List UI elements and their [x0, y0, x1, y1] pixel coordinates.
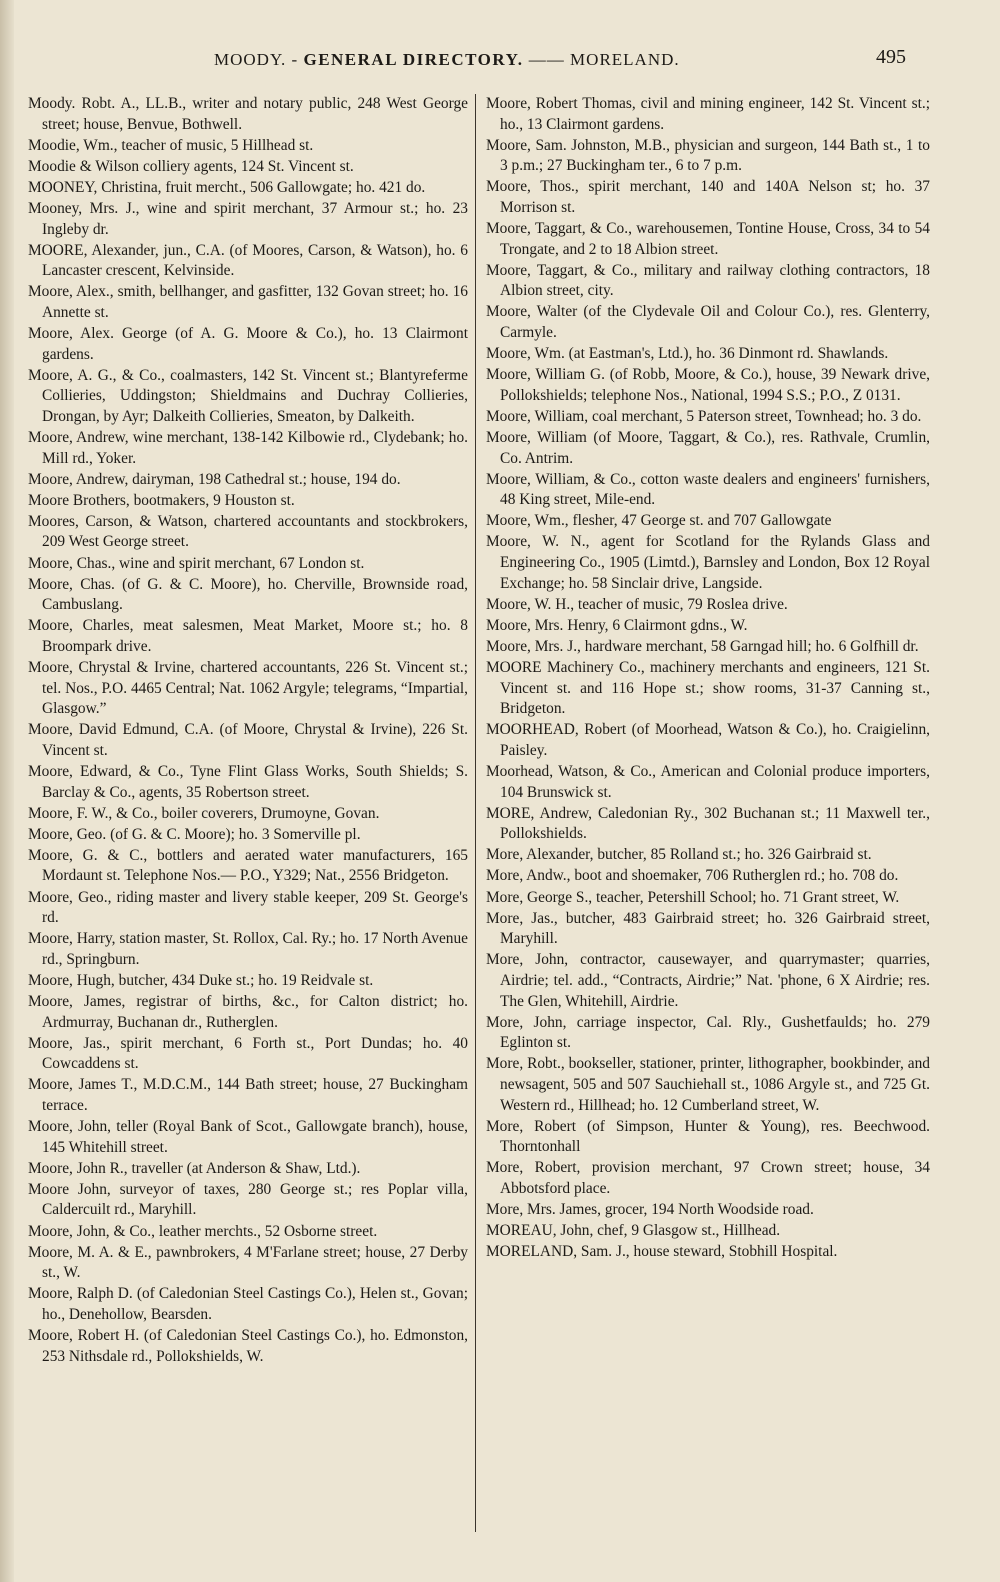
directory-entry: More, Robert (of Simpson, Hunter & Young), res. Beechwood. Thorntonhall — [486, 1117, 930, 1156]
directory-entry: Moore, Geo., riding master and livery stable keeper, 209 St. George's rd. — [28, 888, 468, 927]
directory-entry: Mooney, Mrs. J., wine and spirit merchant, 37 Armour st.; ho. 23 Ingleby dr. — [28, 199, 468, 238]
directory-entry: More, George S., teacher, Petershill School; ho. 71 Grant street, W. — [486, 888, 900, 906]
directory-entry: Moore, James, registrar of births, &c., for Calton district; ho. Ardmurray, Buchanan dr., Rutherglen. — [28, 993, 468, 1031]
directory-entry: Moore, Charles, meat salesmen, Meat Market, Moore st.; ho. 8 Broompark drive. — [28, 617, 468, 655]
directory-entry: Moore Brothers, bootmakers, 9 Houston st. — [28, 491, 295, 509]
directory-entry: Moore, Jas., spirit merchant, 6 Forth st., Port Dundas; ho. 40 Cowcaddens st. — [28, 1034, 468, 1073]
directory-entry: MORELAND, Sam. J., house steward, Stobhill Hospital. — [486, 1243, 838, 1261]
directory-entry: Moore, M. A. & E., pawnbrokers, 4 M'Farlane street; house, 27 Derby st., W. — [28, 1243, 468, 1282]
directory-entry: Moore, W. H., teacher of music, 79 Roslea drive. — [486, 595, 788, 613]
directory-entry: Moodie & Wilson colliery agents, 124 St. Vincent st. — [28, 157, 354, 175]
directory-entry: Moore, William (of Moore, Taggart, & Co.), res. Rathvale, Crumlin, Co. Antrim. — [486, 429, 930, 467]
directory-entry: Moore, Wm. (at Eastman's, Ltd.), ho. 36 Dinmont rd. Shawlands. — [486, 345, 889, 363]
directory-entry: Moodie, Wm., teacher of music, 5 Hillhead st. — [28, 136, 314, 154]
right-column — [486, 94, 930, 1263]
directory-entry: Moore, William G. (of Robb, Moore, & Co.), house, 39 Newark drive, Pollokshields; telephone Nos., National, 1994 S.S.; P.O., Z 0131. — [486, 366, 930, 404]
directory-entry: More, Robt., bookseller, stationer, printer, lithographer, bookbinder, and newsagent, 505 and 507 Sauchiehall st., 1086 Argyle st., and 725 Gt. Western rd., Hillhead; ho. 12 Cumberland street, W. — [486, 1055, 930, 1114]
directory-entry: Moore, Chas., wine and spirit merchant, 67 London st. — [28, 554, 365, 572]
directory-entry: Moore, F. W., & Co., boiler coverers, Drumoyne, Govan. — [28, 804, 380, 822]
directory-entry: MOREAU, John, chef, 9 Glasgow st., Hillhead. — [486, 1222, 781, 1240]
running-head-right: MORELAND. — [570, 50, 680, 69]
page-header — [0, 46, 1000, 76]
running-head-left: MOODY. — [214, 50, 287, 69]
directory-entry: Moore, A. G., & Co., coalmasters, 142 St. Vincent st.; Blantyreferme Collieries, Uddingston; Shieldmains and Duchray Collieries, Drongan, by Ayr; Dalkeith Collieries, Smeaton, by Dalkeith. — [28, 366, 468, 425]
directory-entry: Moore, Chrystal & Irvine, chartered accountants, 226 St. Vincent st.; tel. Nos., P.O. 4465 Central; Nat. 1062 Argyle; telegrams, “Impartial, Glasgow.” — [28, 659, 468, 718]
directory-entry: Moore, Andrew, wine merchant, 138-142 Kilbowie rd., Clydebank; ho. Mill rd., Yoker. — [28, 429, 468, 467]
directory-entry: Moore, Robert Thomas, civil and mining engineer, 142 St. Vincent st.; ho., 13 Clairmont gardens. — [486, 95, 930, 133]
directory-entry: Moore, Hugh, butcher, 434 Duke st.; ho. 19 Reidvale st. — [28, 971, 374, 989]
directory-entry: Moore, Alex., smith, bellhanger, and gasfitter, 132 Govan street; ho. 16 Annette st. — [28, 283, 468, 321]
directory-entry: Moore, Mrs. J., hardware merchant, 58 Garngad hill; ho. 6 Golfhill dr. — [486, 637, 919, 655]
directory-entry: MOORE, Alexander, jun., C.A. (of Moores, Carson, & Watson), ho. 6 Lancaster crescent, Kelvinside. — [28, 241, 468, 280]
directory-entry: Moore, Wm., flesher, 47 George st. and 707 Gallowgate — [486, 512, 832, 530]
directory-entry: Moody. Robt. A., LL.B., writer and notary public, 248 West George street; house, Benvue, Bothwell. — [28, 95, 468, 133]
directory-entry: Moore, Sam. Johnston, M.B., physician and surgeon, 144 Bath st., 1 to 3 p.m.; 27 Buckingham ter., 6 to 7 p.m. — [486, 136, 930, 175]
directory-entry: Moore, G. & C., bottlers and aerated water manufacturers, 165 Mordaunt st. Telephone Nos.— P.O., Y329; Nat., 2556 Bridgeton. — [28, 846, 468, 885]
directory-entry: More, Andw., boot and shoemaker, 706 Rutherglen rd.; ho. 708 do. — [486, 867, 899, 885]
directory-entry: Moore, Edward, & Co., Tyne Flint Glass Works, South Shields; S. Barclay & Co., agents, 35 Robertson street. — [28, 763, 468, 801]
directory-entry: More, Alexander, butcher, 85 Rolland st.; ho. 326 Gairbraid st. — [486, 846, 872, 864]
directory-entry: More, Jas., butcher, 483 Gairbraid street; ho. 326 Gairbraid street, Maryhill. — [486, 909, 930, 948]
directory-entry: Moore, W. N., agent for Scotland for the Rylands Glass and Engineering Co., 1905 (Limtd.), Barnsley and London, Box 12 Royal Exchange; ho. 58 Sinclair drive, Langside. — [486, 533, 930, 592]
directory-entry: Moore, Taggart, & Co., warehousemen, Tontine House, Cross, 34 to 54 Trongate, and 2 to 18 Albion street. — [486, 220, 930, 258]
directory-entry: MOORHEAD, Robert (of Moorhead, Watson & Co.), ho. Craigielinn, Paisley. — [486, 721, 930, 759]
directory-entry: Moore, Walter (of the Clydevale Oil and Colour Co.), res. Glenterry, Carmyle. — [486, 303, 930, 342]
directory-entry: Moore, Thos., spirit merchant, 140 and 140A Nelson st; ho. 37 Morrison st. — [486, 178, 930, 216]
directory-entry: Moore, David Edmund, C.A. (of Moore, Chrystal & Irvine), 226 St. Vincent st. — [28, 721, 468, 759]
directory-entry: Moore, Mrs. Henry, 6 Clairmont gdns., W. — [486, 616, 748, 634]
directory-entry: More, Mrs. James, grocer, 194 North Woodside road. — [486, 1200, 814, 1218]
directory-entry: MOONEY, Christina, fruit mercht., 506 Gallowgate; ho. 421 do. — [28, 178, 426, 196]
directory-entry: Moore, Taggart, & Co., military and railway clothing contractors, 18 Albion street, city. — [486, 261, 930, 300]
directory-entry: Moorhead, Watson, & Co., American and Colonial produce importers, 104 Brunswick st. — [486, 763, 930, 801]
running-head: MOODY. - GENERAL DIRECTORY. —— MORELAND. — [214, 50, 680, 69]
column-divider — [475, 94, 476, 1532]
directory-entry: Moore John, surveyor of taxes, 280 George st.; res Poplar villa, Caldercuilt rd., Maryhill. — [28, 1180, 468, 1219]
directory-entry: Moore, John, teller (Royal Bank of Scot., Gallowgate branch), house, 145 Whitehill street. — [28, 1118, 468, 1156]
directory-entry: More, John, contractor, causewayer, and quarrymaster; quarries, Airdrie; tel. add., “Contracts, Airdrie;” Nat. 'phone, 6 X Airdrie; res. The Glen, Whitehill, Airdrie. — [486, 951, 930, 1010]
directory-entry: Moore, Ralph D. (of Caledonian Steel Castings Co.), Helen st., Govan; ho., Denehollow, Bearsden. — [28, 1285, 468, 1323]
directory-entry: Moore, John, & Co., leather merchts., 52 Osborne street. — [28, 1222, 378, 1240]
directory-entry: Moore, Alex. George (of A. G. Moore & Co.), ho. 13 Clairmont gardens. — [28, 325, 468, 363]
directory-entry: Moore, Harry, station master, St. Rollox, Cal. Ry.; ho. 17 North Avenue rd., Springburn. — [28, 930, 468, 968]
directory-entry: Moores, Carson, & Watson, chartered accountants and stockbrokers, 209 West George street. — [28, 512, 468, 551]
directory-entry: Moore, William, & Co., cotton waste dealers and engineers' furnishers, 48 King street, Mile-end. — [486, 470, 930, 509]
directory-entry: Moore, Andrew, dairyman, 198 Cathedral st.; house, 194 do. — [28, 470, 401, 488]
directory-entry: Moore, Geo. (of G. & C. Moore); ho. 3 Somerville pl. — [28, 825, 361, 843]
directory-entry: Moore, John R., traveller (at Anderson & Shaw, Ltd.). — [28, 1159, 361, 1177]
directory-entry: Moore, Robert H. (of Caledonian Steel Castings Co.), ho. Edmonston, 253 Nithsdale rd., Pollokshields, W. — [28, 1327, 468, 1365]
directory-entry: MOORE Machinery Co., machinery merchants and engineers, 121 St. Vincent st. and 116 Hope st.; show rooms, 31-37 Canning st., Bridgeton. — [486, 659, 930, 718]
directory-entry: More, Robert, provision merchant, 97 Crown street; house, 34 Abbotsford place. — [486, 1159, 930, 1197]
directory-entry: MORE, Andrew, Caledonian Ry., 302 Buchanan st.; 11 Maxwell ter., Pollokshields. — [486, 804, 930, 843]
page-number: 495 — [876, 46, 906, 68]
page-spine-shadow — [0, 0, 14, 1582]
running-head-title: GENERAL DIRECTORY. — [303, 50, 524, 69]
directory-entry: More, John, carriage inspector, Cal. Rly., Gushetfaulds; ho. 279 Eglinton st. — [486, 1013, 930, 1052]
left-column — [28, 94, 468, 1368]
directory-entry: Moore, William, coal merchant, 5 Paterson street, Townhead; ho. 3 do. — [486, 407, 922, 425]
directory-entry: Moore, Chas. (of G. & C. Moore), ho. Cherville, Brownside road, Cambuslang. — [28, 575, 468, 614]
directory-entry: Moore, James T., M.D.C.M., 144 Bath street; house, 27 Buckingham terrace. — [28, 1076, 468, 1114]
